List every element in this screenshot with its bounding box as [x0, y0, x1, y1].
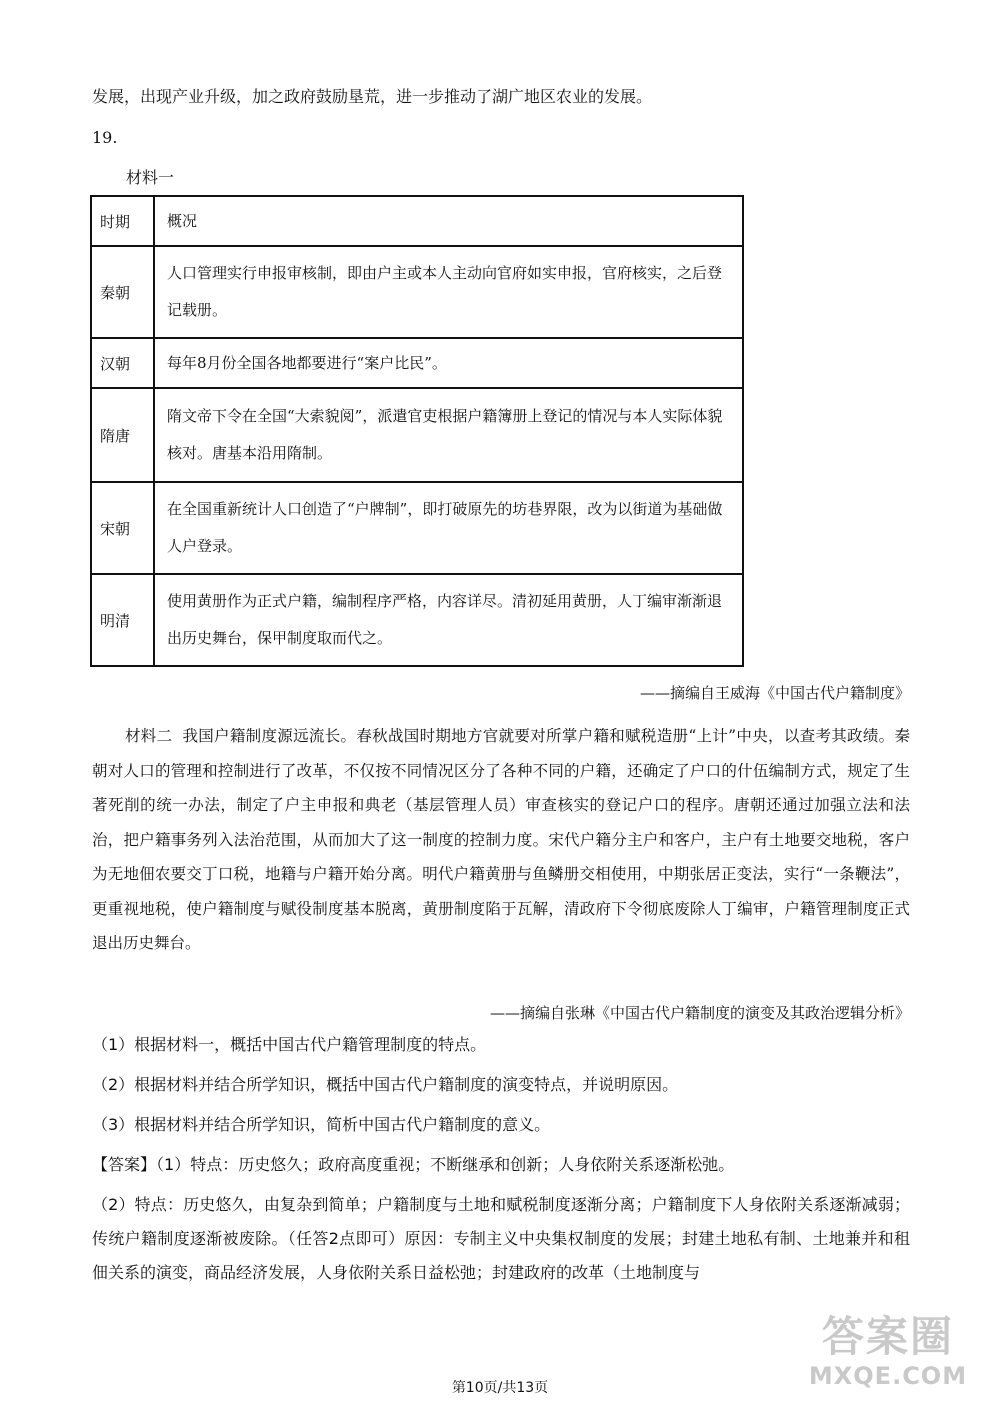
question-1: （1）根据材料一，概括中国古代户籍管理制度的特点。 [92, 1035, 487, 1054]
material2-text: 我国户籍制度源远流长。春秋战国时期地方官就要对所掌户籍和赋税造册“上计”中央，以查考其政绩。秦朝对人口的管理和控制进行了改革，不仅按不同情况区分了各种不同的户籍，还确定了户口的什伍编制方式，规定了生著死削的统一办法，制定了户主申报和典老（基层管理人员）审查核实的登记户口的程序。唐朝还通过加强立法和法治，把户籍事务列入法治范围，从而加大了这一制度的控制力度。宋代户籍分主户和客户，主户有土地要交地税，客户为无地佃农要交丁口税，地籍与户籍开始分离。明代户籍黄册与鱼鳞册交相使用，中期张居正变法，实行“一条鞭法”，更重视地税，使户籍制度与赋役制度基本脱离，黄册制度陷于瓦解，清政府下令彻底废除人丁编审，户籍管理制度正式退出历史舞台。 [92, 727, 910, 952]
answer-part1: （1）特点：历史悠久；政府高度重视；不断继承和创新；人身依附关系逐渐松弛。 [156, 1155, 735, 1174]
header-era: 时期 [91, 196, 154, 246]
intro-line: 发展，出现产业升级，加之政府鼓励垦荒，进一步推动了湖广地区农业的发展。 [92, 87, 653, 106]
answer-tag: 【答案】 [92, 1155, 157, 1174]
desc-cell: 隋文帝下令在全国“大索貌阅”，派遣官吏根据户籍簿册上登记的情况与本人实际体貌核对。唐基本沿用隋制。 [154, 388, 743, 482]
desc-cell: 在全国重新统计人口创造了“户牌制”，即打破原先的坊巷界限，改为以街道为基础做人户登录。 [154, 482, 743, 574]
era-cell: 隋唐 [91, 388, 154, 482]
desc-cell: 人口管理实行申报审核制，即由户主或本人主动向官府如实申报，官府核实，之后登记载册。 [154, 246, 743, 338]
answer-part2: （2）特点：历史悠久，由复杂到简单；户籍制度与土地和赋税制度逐渐分离；户籍制度下人身依附关系逐渐减弱；传统户籍制度逐渐被废除。（任答2点即可）原因：专制主义中央集权制度的发展；封建土地私有制、土地兼并和租佃关系的演变，商品经济发展，人身依附关系日益松弛；封建政府的改革（土地制度与 [92, 1195, 910, 1282]
era-cell: 宋朝 [91, 482, 154, 574]
question-2: （2）根据材料并结合所学知识，概括中国古代户籍制度的演变特点，并说明原因。 [92, 1075, 679, 1094]
material1-source: ——摘编自王威海《中国古代户籍制度》 [639, 684, 910, 702]
table-header-row [91, 196, 743, 246]
desc-cell: 每年8月份全国各地都要进行“案户比民”。 [154, 338, 743, 388]
table-row [91, 246, 743, 338]
era-cell: 明清 [91, 574, 154, 666]
question-3: （3）根据材料并结合所学知识，简析中国古代户籍制度的意义。 [92, 1115, 551, 1134]
era-cell: 汉朝 [91, 338, 154, 388]
question-number: 19. [92, 128, 118, 147]
header-desc: 概况 [154, 196, 743, 246]
material2-label: 材料二 [125, 727, 173, 745]
household-registration-table [90, 195, 744, 667]
table-row [91, 574, 743, 666]
material2-source: ——摘编自张琳《中国古代户籍制度的演变及其政治逻辑分析》 [489, 1004, 910, 1022]
watermark-line1: 答案圈 [821, 1312, 954, 1361]
desc-cell: 使用黄册作为正式户籍，编制程序严格，内容详尽。清初延用黄册，人丁编审渐渐退出历史舞台，保甲制度取而代之。 [154, 574, 743, 666]
material2-paragraph [92, 719, 910, 961]
table-row [91, 482, 743, 574]
page-footer: 第10页/共13页 [451, 1380, 549, 1396]
era-cell: 秦朝 [91, 246, 154, 338]
table-row [91, 338, 743, 388]
table-row [91, 388, 743, 482]
answer-part1-line [92, 1155, 734, 1175]
watermark-line2: MXQE.COM [808, 1362, 968, 1390]
material1-label: 材料一 [126, 168, 175, 187]
watermark-logo [804, 1312, 972, 1404]
